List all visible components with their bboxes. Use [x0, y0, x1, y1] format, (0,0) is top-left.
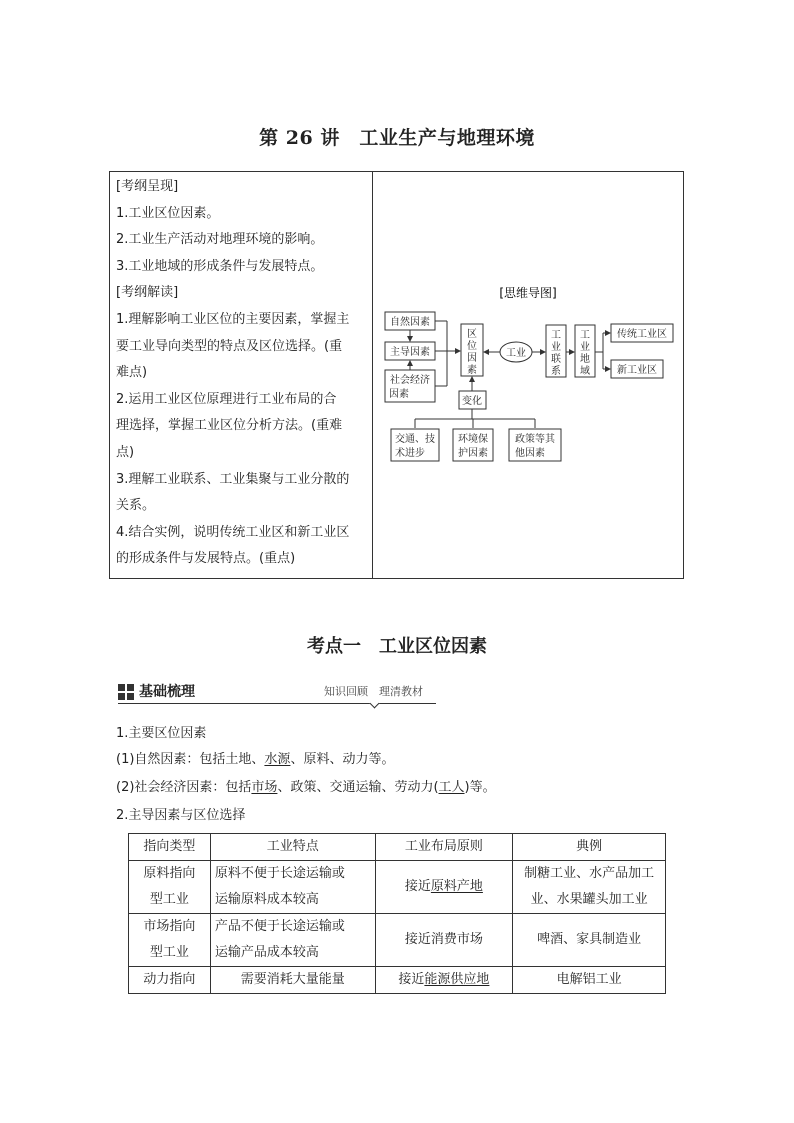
- table-cell: [210, 914, 375, 967]
- table-header: 典例: [513, 834, 666, 861]
- node-location-char: 位: [467, 341, 477, 352]
- basics-rule: [118, 703, 436, 704]
- syllabus-box: [109, 171, 684, 579]
- node-dominant-label: 主导因素: [390, 347, 430, 358]
- table-cell: [129, 914, 211, 967]
- table-header: 工业布局原则: [375, 834, 513, 861]
- basics-header: [118, 680, 436, 706]
- text: 接近: [404, 879, 431, 894]
- syllabus-line: 难点): [116, 365, 148, 381]
- syllabus-line: 点): [116, 444, 135, 460]
- node-region-char: 工: [580, 330, 590, 341]
- basics-notch: [370, 699, 380, 709]
- syllabus-line: 关系。: [116, 498, 156, 514]
- body-line: 2.主导因素与区位选择: [116, 808, 246, 823]
- node-newzone-label: 新工业区: [617, 365, 657, 376]
- block-square-icon: [118, 684, 134, 700]
- table-row: [129, 861, 666, 914]
- basics-label: 基础梳理: [139, 684, 195, 700]
- node-social-label-2: 因素: [389, 389, 409, 400]
- node-branch-1-label: 交通、技: [395, 434, 435, 445]
- text: (2)社会经济因素：包括: [116, 780, 252, 795]
- text: 、原料、动力等。: [290, 752, 395, 767]
- syllabus-line: [考纲呈现]: [116, 179, 179, 194]
- text: (1)自然因素：包括土地、: [116, 752, 265, 767]
- text: )等。: [464, 780, 496, 795]
- body-line: 1.主要区位因素: [116, 726, 207, 741]
- text: 接近: [398, 972, 425, 987]
- cell-line: 运输产品成本较高: [214, 945, 319, 960]
- node-branch-3-label: 他因素: [515, 448, 545, 459]
- node-linkage-char: 工: [551, 330, 561, 341]
- node-linkage-char: 业: [551, 342, 561, 353]
- syllabus-line: 要工业导向类型的特点及区位选择。(重: [116, 338, 343, 354]
- node-traditional-label: 传统工业区: [617, 329, 667, 340]
- syllabus-line: 2.工业生产活动对地理环境的影响。: [116, 232, 324, 248]
- node-location-char: 区: [467, 329, 477, 340]
- blank-answer: 原料产地: [430, 879, 483, 894]
- table-header: 工业特点: [210, 834, 375, 861]
- syllabus-line: 1.工业区位因素。: [116, 205, 220, 221]
- node-branch-2-label: 护因素: [458, 448, 488, 459]
- table-cell: 电解铝工业: [513, 967, 666, 994]
- node-linkage-char: 联: [551, 354, 561, 365]
- node-location-char: 素: [467, 365, 477, 376]
- cell-line: 型工业: [149, 892, 189, 907]
- syllabus-line: 3.工业地域的形成条件与发展特点。: [116, 258, 324, 274]
- table-cell: 动力指向: [129, 967, 211, 994]
- mind-map-panel: [373, 172, 683, 578]
- cell-line: 原料指向: [143, 866, 196, 881]
- syllabus-line: [考纲解读]: [116, 285, 179, 301]
- table-row: [129, 914, 666, 967]
- table-cell: [375, 861, 513, 914]
- node-region-char: 业: [580, 342, 590, 353]
- node-natural-label: 自然因素: [390, 317, 430, 328]
- table-cell: [513, 861, 666, 914]
- node-linkage-char: 系: [551, 366, 561, 377]
- mind-map-diagram: [373, 172, 684, 578]
- cell-line: 原料不便于长途运输或: [214, 866, 345, 881]
- blank-answer: 市场: [251, 780, 278, 795]
- table-cell: 接近消费市场: [375, 914, 513, 967]
- cell-line: 市场指向: [143, 919, 196, 934]
- syllabus-line: 4.结合实例，说明传统工业区和新工业区: [116, 524, 350, 540]
- node-region-char: 地: [580, 354, 590, 365]
- node-industry-label: 工业: [506, 348, 526, 359]
- node-location-char: 因: [467, 353, 477, 364]
- syllabus-line: 1.理解影响工业区位的主要因素，掌握主: [116, 311, 350, 327]
- text: 、政策、交通运输、劳动力(: [277, 780, 439, 795]
- section-title: 考点一 工业区位因素: [307, 636, 487, 657]
- node-branch-2-label: 环境保: [458, 434, 488, 445]
- table-row: [129, 967, 666, 994]
- table-header: 指向类型: [129, 834, 211, 861]
- blank-answer: 能源供应地: [424, 972, 490, 987]
- page-title: 第 26 讲 工业生产与地理环境: [259, 127, 535, 149]
- syllabus-line: 3.理解工业联系、工业集聚与工业分散的: [116, 471, 350, 487]
- node-branch-3-label: 政策等其: [515, 434, 555, 445]
- node-change-label: 变化: [462, 396, 482, 407]
- cell-line: 型工业: [149, 945, 189, 960]
- blank-answer: 水源: [264, 752, 291, 767]
- syllabus-line: 理选择，掌握工业区位分析方法。(重难: [116, 418, 343, 434]
- syllabus-line: 的形成条件与发展特点。(重点): [116, 551, 296, 567]
- body-line: [116, 750, 394, 770]
- table-cell: 啤酒、家具制造业: [513, 914, 666, 967]
- cell-line: 制糖工业、水产品加工: [524, 866, 655, 881]
- syllabus-text: [110, 172, 373, 578]
- body-line: [116, 778, 496, 798]
- syllabus-line: 2.运用工业区位原理进行工业布局的合: [116, 391, 337, 407]
- table-cell: 需要消耗大量能量: [210, 967, 375, 994]
- table-cell: [375, 967, 513, 994]
- cell-line: 业、水果罐头加工业: [530, 892, 648, 907]
- cell-line: 运输原料成本较高: [214, 892, 319, 907]
- table-cell: [210, 861, 375, 914]
- basics-tag: 知识回顾 理清教材: [324, 685, 423, 698]
- cell-line: 产品不便于长途运输或: [214, 919, 345, 934]
- mind-map-heading: [思维导图]: [499, 286, 557, 300]
- node-branch-1-label: 术进步: [395, 448, 425, 459]
- node-social-label-1: 社会经济: [390, 375, 430, 386]
- table-header-row: [129, 834, 666, 861]
- node-region-char: 域: [580, 366, 590, 377]
- blank-answer: 工人: [438, 780, 465, 795]
- table-cell: [129, 861, 211, 914]
- location-table: [128, 833, 666, 994]
